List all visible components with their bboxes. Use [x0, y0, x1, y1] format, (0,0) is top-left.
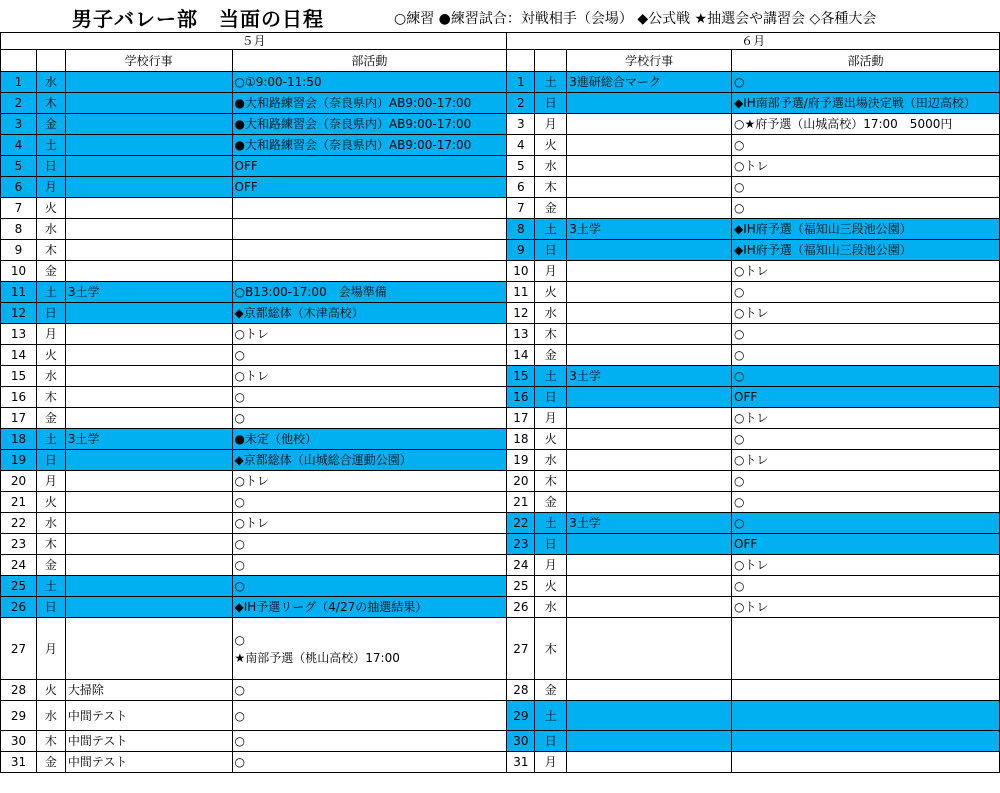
- header-club-june: 部活動: [732, 50, 1000, 72]
- june-weekday-cell: 日: [535, 534, 567, 555]
- may-club-activity-cell: ○: [232, 752, 507, 773]
- may-weekday-cell: 水: [36, 219, 65, 240]
- june-day-cell: 10: [507, 261, 535, 282]
- may-day-cell: 13: [1, 324, 37, 345]
- june-day-cell: 25: [507, 576, 535, 597]
- may-day-cell: 29: [1, 701, 37, 731]
- may-weekday-cell: 土: [36, 135, 65, 156]
- june-school-event-cell: 3進研総合マーク: [567, 72, 732, 93]
- may-weekday-cell: 金: [36, 555, 65, 576]
- table-row: [1, 555, 1000, 576]
- june-school-event-cell: 3土学: [567, 366, 732, 387]
- may-day-cell: 10: [1, 261, 37, 282]
- may-club-activity-cell: ○トレ: [232, 513, 507, 534]
- june-school-event-cell: [567, 534, 732, 555]
- june-weekday-cell: 火: [535, 135, 567, 156]
- may-school-event-cell: [65, 72, 232, 93]
- june-school-event-cell: [567, 345, 732, 366]
- table-row: [1, 387, 1000, 408]
- june-weekday-cell: 水: [535, 156, 567, 177]
- june-day-cell: 23: [507, 534, 535, 555]
- june-school-event-cell: [567, 618, 732, 680]
- june-club-activity-cell: ○: [732, 429, 1000, 450]
- may-club-activity-cell: ○: [232, 555, 507, 576]
- table-row: [1, 135, 1000, 156]
- may-weekday-cell: 水: [36, 513, 65, 534]
- may-club-activity-cell: ●大和路練習会（奈良県内）AB9:00-17:00: [232, 93, 507, 114]
- may-weekday-cell: 火: [36, 345, 65, 366]
- june-day-cell: 11: [507, 282, 535, 303]
- may-club-activity-cell: OFF: [232, 156, 507, 177]
- june-weekday-cell: 金: [535, 680, 567, 701]
- may-day-cell: 9: [1, 240, 37, 261]
- june-school-event-cell: 3土学: [567, 219, 732, 240]
- june-club-activity-cell: ○トレ: [732, 450, 1000, 471]
- june-day-cell: 4: [507, 135, 535, 156]
- june-school-event-cell: [567, 576, 732, 597]
- may-weekday-cell: 木: [36, 240, 65, 261]
- june-school-event-cell: 3土学: [567, 513, 732, 534]
- may-day-cell: 5: [1, 156, 37, 177]
- june-club-activity-cell: ◆IH府予選（福知山三段池公園）: [732, 240, 1000, 261]
- table-row: [1, 324, 1000, 345]
- may-club-activity-cell: ◆IH予選リーグ（4/27の抽選結果）: [232, 597, 507, 618]
- june-club-activity-cell: ◆IH南部予選/府予選出場決定戦（田辺高校）: [732, 93, 1000, 114]
- may-school-event-cell: [65, 618, 232, 680]
- may-club-activity-cell: ◆京都総体（山城総合運動公園）: [232, 450, 507, 471]
- may-club-activity-cell: ●未定（他校）: [232, 429, 507, 450]
- may-day-cell: 18: [1, 429, 37, 450]
- june-weekday-cell: 日: [535, 731, 567, 752]
- legend: ○練習 ●練習試合：対戦相手（会場） ◆公式戦 ★抽選会や講習会 ◇各種大会: [394, 11, 877, 27]
- may-day-cell: 31: [1, 752, 37, 773]
- table-row: [1, 114, 1000, 135]
- table-row: [1, 156, 1000, 177]
- may-school-event-cell: [65, 93, 232, 114]
- june-day-cell: 7: [507, 198, 535, 219]
- june-weekday-cell: 日: [535, 93, 567, 114]
- may-day-cell: 8: [1, 219, 37, 240]
- may-weekday-cell: 木: [36, 387, 65, 408]
- june-weekday-cell: 火: [535, 576, 567, 597]
- may-weekday-cell: 土: [36, 282, 65, 303]
- may-weekday-cell: 日: [36, 303, 65, 324]
- table-row: [1, 492, 1000, 513]
- may-day-cell: 19: [1, 450, 37, 471]
- may-club-activity-line: ★南部予選（桃山高校）17:00: [234, 650, 400, 665]
- may-school-event-cell: [65, 240, 232, 261]
- june-school-event-cell: [567, 324, 732, 345]
- june-club-activity-cell: ○トレ: [732, 555, 1000, 576]
- table-row: [1, 701, 1000, 731]
- may-school-event-cell: [65, 534, 232, 555]
- june-club-activity-cell: ○: [732, 513, 1000, 534]
- june-day-cell: 24: [507, 555, 535, 576]
- may-club-activity-cell: [232, 198, 507, 219]
- june-weekday-cell: 木: [535, 471, 567, 492]
- june-weekday-cell: 日: [535, 240, 567, 261]
- june-club-activity-cell: ○トレ: [732, 261, 1000, 282]
- june-school-event-cell: [567, 555, 732, 576]
- june-weekday-cell: 火: [535, 429, 567, 450]
- june-weekday-cell: 水: [535, 597, 567, 618]
- table-row: [1, 450, 1000, 471]
- june-day-cell: 6: [507, 177, 535, 198]
- may-weekday-cell: 金: [36, 752, 65, 773]
- may-club-activity-cell: [232, 240, 507, 261]
- may-day-cell: 2: [1, 93, 37, 114]
- june-club-activity-cell: ○: [732, 366, 1000, 387]
- may-weekday-cell: 火: [36, 198, 65, 219]
- june-club-activity-cell: [732, 618, 1000, 680]
- june-weekday-cell: 金: [535, 492, 567, 513]
- june-weekday-cell: 月: [535, 261, 567, 282]
- june-school-event-cell: [567, 303, 732, 324]
- june-day-cell: 13: [507, 324, 535, 345]
- table-row: [1, 345, 1000, 366]
- june-school-event-cell: [567, 752, 732, 773]
- june-club-activity-cell: ◆IH府予選（福知山三段池公園）: [732, 219, 1000, 240]
- june-club-activity-cell: [732, 752, 1000, 773]
- june-weekday-cell: 水: [535, 450, 567, 471]
- may-school-event-cell: [65, 324, 232, 345]
- june-weekday-cell: 月: [535, 408, 567, 429]
- table-row: [1, 471, 1000, 492]
- may-day-cell: 1: [1, 72, 37, 93]
- table-row: [1, 597, 1000, 618]
- table-row: [1, 429, 1000, 450]
- may-weekday-cell: 月: [36, 177, 65, 198]
- may-club-activity-cell: ◆京都総体（木津高校）: [232, 303, 507, 324]
- june-school-event-cell: [567, 429, 732, 450]
- may-club-activity-cell: ○: [232, 701, 507, 731]
- may-day-cell: 20: [1, 471, 37, 492]
- june-weekday-cell: 土: [535, 219, 567, 240]
- june-club-activity-cell: ○: [732, 282, 1000, 303]
- table-row: [1, 303, 1000, 324]
- june-weekday-cell: 月: [535, 752, 567, 773]
- may-club-activity-cell: ○①9:00-11:50: [232, 72, 507, 93]
- june-day-cell: 14: [507, 345, 535, 366]
- schedule-table: [0, 32, 1000, 773]
- table-row: [1, 93, 1000, 114]
- june-school-event-cell: [567, 450, 732, 471]
- june-day-cell: 1: [507, 72, 535, 93]
- may-day-cell: 12: [1, 303, 37, 324]
- header-weekday-june: [535, 50, 567, 72]
- may-day-cell: 6: [1, 177, 37, 198]
- may-weekday-cell: 月: [36, 324, 65, 345]
- may-weekday-cell: 土: [36, 429, 65, 450]
- may-day-cell: 15: [1, 366, 37, 387]
- may-school-event-cell: 3土学: [65, 429, 232, 450]
- june-club-activity-cell: OFF: [732, 534, 1000, 555]
- may-weekday-cell: 水: [36, 366, 65, 387]
- may-school-event-cell: [65, 387, 232, 408]
- june-day-cell: 27: [507, 618, 535, 680]
- june-school-event-cell: [567, 408, 732, 429]
- june-school-event-cell: [567, 701, 732, 731]
- may-school-event-cell: [65, 408, 232, 429]
- may-school-event-cell: 3土学: [65, 282, 232, 303]
- may-weekday-cell: 木: [36, 93, 65, 114]
- june-school-event-cell: [567, 282, 732, 303]
- may-school-event-cell: [65, 303, 232, 324]
- june-day-cell: 20: [507, 471, 535, 492]
- june-day-cell: 3: [507, 114, 535, 135]
- may-club-activity-cell: ○: [232, 387, 507, 408]
- june-club-activity-cell: [732, 701, 1000, 731]
- june-weekday-cell: 木: [535, 324, 567, 345]
- may-school-event-cell: [65, 576, 232, 597]
- may-school-event-cell: 大掃除: [65, 680, 232, 701]
- june-day-cell: 5: [507, 156, 535, 177]
- table-row: [1, 240, 1000, 261]
- june-club-activity-cell: OFF: [732, 387, 1000, 408]
- may-club-activity-cell: [232, 618, 507, 680]
- may-school-event-cell: 中間テスト: [65, 731, 232, 752]
- june-weekday-cell: 月: [535, 114, 567, 135]
- june-day-cell: 16: [507, 387, 535, 408]
- may-school-event-cell: [65, 471, 232, 492]
- header-club-may: 部活動: [232, 50, 507, 72]
- may-day-cell: 4: [1, 135, 37, 156]
- may-school-event-cell: [65, 135, 232, 156]
- may-weekday-cell: 金: [36, 408, 65, 429]
- may-day-cell: 16: [1, 387, 37, 408]
- may-day-cell: 14: [1, 345, 37, 366]
- table-row: [1, 752, 1000, 773]
- month-header-row: [1, 33, 1000, 50]
- table-row: [1, 408, 1000, 429]
- june-weekday-cell: 月: [535, 555, 567, 576]
- may-club-activity-cell: [232, 219, 507, 240]
- may-day-cell: 7: [1, 198, 37, 219]
- june-day-cell: 22: [507, 513, 535, 534]
- may-school-event-cell: [65, 450, 232, 471]
- june-club-activity-cell: ○トレ: [732, 408, 1000, 429]
- june-school-event-cell: [567, 471, 732, 492]
- header-day-may: [1, 50, 37, 72]
- may-club-activity-cell: ○: [232, 576, 507, 597]
- may-school-event-cell: [65, 198, 232, 219]
- june-day-cell: 18: [507, 429, 535, 450]
- june-school-event-cell: [567, 387, 732, 408]
- june-school-event-cell: [567, 135, 732, 156]
- may-club-activity-cell: ○B13:00-17:00 会場準備: [232, 282, 507, 303]
- may-club-activity-cell: ○: [232, 680, 507, 701]
- june-club-activity-cell: ○トレ: [732, 156, 1000, 177]
- june-club-activity-cell: ○: [732, 471, 1000, 492]
- may-day-cell: 27: [1, 618, 37, 680]
- june-day-cell: 31: [507, 752, 535, 773]
- table-row: [1, 177, 1000, 198]
- june-weekday-cell: 水: [535, 303, 567, 324]
- june-club-activity-cell: ○: [732, 576, 1000, 597]
- june-weekday-cell: 土: [535, 701, 567, 731]
- may-school-event-cell: [65, 219, 232, 240]
- may-weekday-cell: 日: [36, 450, 65, 471]
- sheet-header: [0, 0, 1000, 32]
- june-school-event-cell: [567, 597, 732, 618]
- june-day-cell: 28: [507, 680, 535, 701]
- may-weekday-cell: 水: [36, 72, 65, 93]
- may-school-event-cell: [65, 261, 232, 282]
- june-weekday-cell: 土: [535, 366, 567, 387]
- june-club-activity-cell: ○: [732, 72, 1000, 93]
- june-weekday-cell: 火: [535, 282, 567, 303]
- june-club-activity-cell: ○: [732, 198, 1000, 219]
- may-club-activity-line: ○: [234, 632, 245, 647]
- month-may: ５月: [1, 33, 507, 50]
- june-day-cell: 29: [507, 701, 535, 731]
- may-day-cell: 24: [1, 555, 37, 576]
- table-row: [1, 618, 1000, 680]
- june-school-event-cell: [567, 731, 732, 752]
- june-day-cell: 9: [507, 240, 535, 261]
- header-day-june: [507, 50, 535, 72]
- table-row: [1, 576, 1000, 597]
- may-club-activity-cell: ○: [232, 408, 507, 429]
- may-day-cell: 11: [1, 282, 37, 303]
- may-school-event-cell: [65, 114, 232, 135]
- may-weekday-cell: 木: [36, 731, 65, 752]
- may-weekday-cell: 水: [36, 701, 65, 731]
- may-weekday-cell: 木: [36, 534, 65, 555]
- june-school-event-cell: [567, 177, 732, 198]
- june-weekday-cell: 日: [535, 387, 567, 408]
- may-club-activity-cell: ○: [232, 492, 507, 513]
- june-school-event-cell: [567, 114, 732, 135]
- may-day-cell: 21: [1, 492, 37, 513]
- june-club-activity-cell: ○: [732, 324, 1000, 345]
- may-school-event-cell: [65, 177, 232, 198]
- table-row: [1, 282, 1000, 303]
- may-weekday-cell: 土: [36, 576, 65, 597]
- may-club-activity-cell: ○: [232, 731, 507, 752]
- month-june: ６月: [507, 33, 1000, 50]
- may-club-activity-cell: OFF: [232, 177, 507, 198]
- may-school-event-cell: [65, 597, 232, 618]
- table-row: [1, 513, 1000, 534]
- may-day-cell: 3: [1, 114, 37, 135]
- may-school-event-cell: [65, 555, 232, 576]
- page-title: 男子バレー部 当面の日程: [72, 7, 324, 31]
- table-row: [1, 680, 1000, 701]
- june-club-activity-cell: ○: [732, 177, 1000, 198]
- table-row: [1, 261, 1000, 282]
- may-weekday-cell: 日: [36, 156, 65, 177]
- may-club-activity-cell: ○: [232, 345, 507, 366]
- june-day-cell: 19: [507, 450, 535, 471]
- may-school-event-cell: 中間テスト: [65, 752, 232, 773]
- table-row: [1, 366, 1000, 387]
- june-school-event-cell: [567, 240, 732, 261]
- june-day-cell: 2: [507, 93, 535, 114]
- table-row: [1, 198, 1000, 219]
- june-club-activity-cell: ○: [732, 492, 1000, 513]
- may-weekday-cell: 金: [36, 261, 65, 282]
- june-school-event-cell: [567, 261, 732, 282]
- june-day-cell: 30: [507, 731, 535, 752]
- may-day-cell: 30: [1, 731, 37, 752]
- june-club-activity-cell: [732, 731, 1000, 752]
- may-weekday-cell: 金: [36, 114, 65, 135]
- may-weekday-cell: 火: [36, 680, 65, 701]
- table-row: [1, 534, 1000, 555]
- june-day-cell: 8: [507, 219, 535, 240]
- june-school-event-cell: [567, 680, 732, 701]
- june-club-activity-cell: ○トレ: [732, 597, 1000, 618]
- june-club-activity-cell: ○トレ: [732, 303, 1000, 324]
- may-weekday-cell: 日: [36, 597, 65, 618]
- may-weekday-cell: 火: [36, 492, 65, 513]
- june-school-event-cell: [567, 93, 732, 114]
- june-school-event-cell: [567, 198, 732, 219]
- may-club-activity-cell: [232, 261, 507, 282]
- may-day-cell: 26: [1, 597, 37, 618]
- june-club-activity-cell: ○★府予選（山城高校）17:00 5000円: [732, 114, 1000, 135]
- may-day-cell: 25: [1, 576, 37, 597]
- may-school-event-cell: [65, 366, 232, 387]
- june-day-cell: 12: [507, 303, 535, 324]
- june-school-event-cell: [567, 492, 732, 513]
- may-club-activity-cell: ●大和路練習会（奈良県内）AB9:00-17:00: [232, 114, 507, 135]
- june-club-activity-cell: ○: [732, 135, 1000, 156]
- june-day-cell: 21: [507, 492, 535, 513]
- june-day-cell: 26: [507, 597, 535, 618]
- table-row: [1, 219, 1000, 240]
- may-weekday-cell: 月: [36, 618, 65, 680]
- table-row: [1, 731, 1000, 752]
- may-day-cell: 28: [1, 680, 37, 701]
- may-day-cell: 17: [1, 408, 37, 429]
- may-day-cell: 22: [1, 513, 37, 534]
- june-day-cell: 15: [507, 366, 535, 387]
- june-weekday-cell: 金: [535, 345, 567, 366]
- june-weekday-cell: 木: [535, 618, 567, 680]
- may-club-activity-cell: ●大和路練習会（奈良県内）AB9:00-17:00: [232, 135, 507, 156]
- may-club-activity-cell: ○トレ: [232, 471, 507, 492]
- may-day-cell: 23: [1, 534, 37, 555]
- may-school-event-cell: [65, 345, 232, 366]
- june-weekday-cell: 土: [535, 72, 567, 93]
- header-weekday-may: [36, 50, 65, 72]
- header-school-june: 学校行事: [567, 50, 732, 72]
- may-club-activity-cell: ○トレ: [232, 366, 507, 387]
- column-header-row: [1, 50, 1000, 72]
- may-club-activity-cell: ○: [232, 534, 507, 555]
- june-club-activity-cell: ○: [732, 345, 1000, 366]
- june-weekday-cell: 木: [535, 177, 567, 198]
- june-weekday-cell: 金: [535, 198, 567, 219]
- june-weekday-cell: 土: [535, 513, 567, 534]
- june-club-activity-cell: [732, 680, 1000, 701]
- june-day-cell: 17: [507, 408, 535, 429]
- june-school-event-cell: [567, 156, 732, 177]
- header-school-may: 学校行事: [65, 50, 232, 72]
- may-school-event-cell: 中間テスト: [65, 701, 232, 731]
- may-school-event-cell: [65, 492, 232, 513]
- may-weekday-cell: 月: [36, 471, 65, 492]
- may-school-event-cell: [65, 156, 232, 177]
- may-school-event-cell: [65, 513, 232, 534]
- table-row: [1, 72, 1000, 93]
- may-club-activity-cell: ○トレ: [232, 324, 507, 345]
